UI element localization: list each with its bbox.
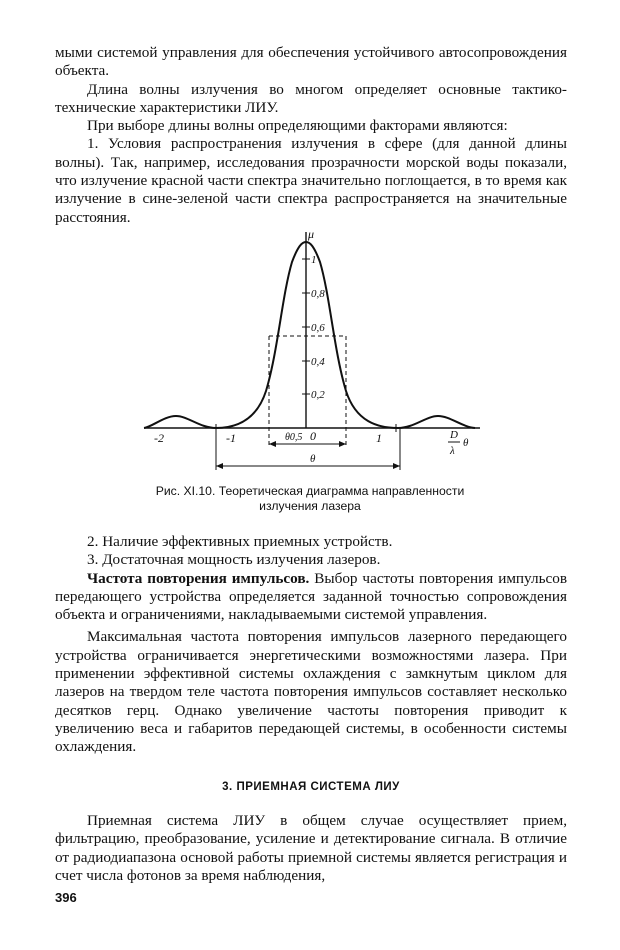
paragraph-item-1: 1. Условия распространения излучения в сфере (для данной длины волны). Так, например, исследования прозрачности морской воды показали, что излучение красной части спектра значительно поглощается, в то время как излучение в сине-зеленой части спектра распространяется на значительные расстояния.: [55, 135, 567, 226]
directivity-curve: [144, 242, 475, 428]
x-label-denominator: λ: [450, 445, 455, 457]
y-tick-label: 0,2: [311, 389, 325, 401]
caption-line-2: излучения лазера: [259, 499, 361, 513]
paragraph-frequency: [55, 570, 567, 625]
y-tick-label: 0,4: [311, 356, 325, 368]
frequency-run-in-heading: Частота повторения импульсов.: [87, 569, 310, 587]
x-tick-label: -1: [226, 431, 236, 445]
y-axis-label: μ: [308, 227, 315, 241]
x-tick-label: -2: [154, 431, 164, 445]
arrow-head: [339, 441, 346, 447]
half-power-guides: [269, 336, 346, 446]
last-text-block: [55, 812, 567, 885]
caption-line-1: Рис. XI.10. Теоретическая диаграмма направленности: [155, 484, 465, 498]
paragraph-item-2: 2. Наличие эффективных приемных устройств.: [87, 533, 393, 550]
bottom-text-block: [55, 533, 567, 757]
paragraph-wavelength: Длина волны излучения во многом определяет основные тактико-технические характеристики ЛИУ.: [55, 80, 567, 116]
paragraph-factors-intro: При выборе длины волны определяющими факторами являются:: [87, 117, 508, 135]
x-axis-label: [448, 429, 469, 457]
paragraph-item-3: 3. Достаточная мощность излучения лазеров.: [87, 551, 381, 569]
x-label-theta: θ: [463, 437, 469, 449]
x-label-numerator: D: [450, 429, 458, 441]
arrow-head: [393, 463, 400, 469]
x-tick-label: 1: [376, 431, 382, 445]
top-text-block: [55, 44, 567, 227]
y-tick-label: 0,8: [311, 288, 325, 300]
full-width-label: θ: [310, 453, 316, 465]
half-width-label: θ0,5: [285, 432, 303, 443]
paragraph-max-frequency: Максимальная частота повторения импульсов лазерного передающего устройства ограничивается энергетическими возможностями лазера. При применении эффективной системы охлаждения с замкнутым циклом для лазеров на твердом теле частота повторения импульсов составляет несколько десятков герц. Однако увеличение частоты повторения приводит к увеличению веса и габаритов передающей системы, в особенности системы охлаждения.: [55, 628, 567, 756]
paragraph-continuation: мыми системой управления для обеспечения устойчивого автосопровождения объекта.: [55, 44, 567, 80]
arrow-head: [216, 463, 223, 469]
paragraph-receiving-system: Приемная система ЛИУ в общем случае осуществляет прием, фильтрацию, преобразование, усиление и детектирование сигнала. В отличие от радиодиапазона основой работы приемной системы является регистрация и счет числа фотонов за время наблюдения,: [55, 812, 567, 884]
y-tick-label: 0,6: [311, 322, 325, 334]
width-dimensions: [216, 428, 400, 470]
x-tick-label: 0: [310, 429, 316, 443]
frequency-text: Выбор частоты повторения импульсов передающего устройства определяется заданной точностью сопровождения объекта и ограничениями, накладываемыми системой управления.: [55, 569, 567, 624]
page-number: 396: [55, 890, 77, 905]
figure-caption: [100, 484, 520, 514]
section-heading: 3. ПРИЕМНАЯ СИСТЕМА ЛИУ: [222, 781, 400, 793]
arrow-head: [269, 441, 276, 447]
y-tick-label: 1: [311, 254, 317, 266]
directivity-diagram: [130, 226, 490, 476]
